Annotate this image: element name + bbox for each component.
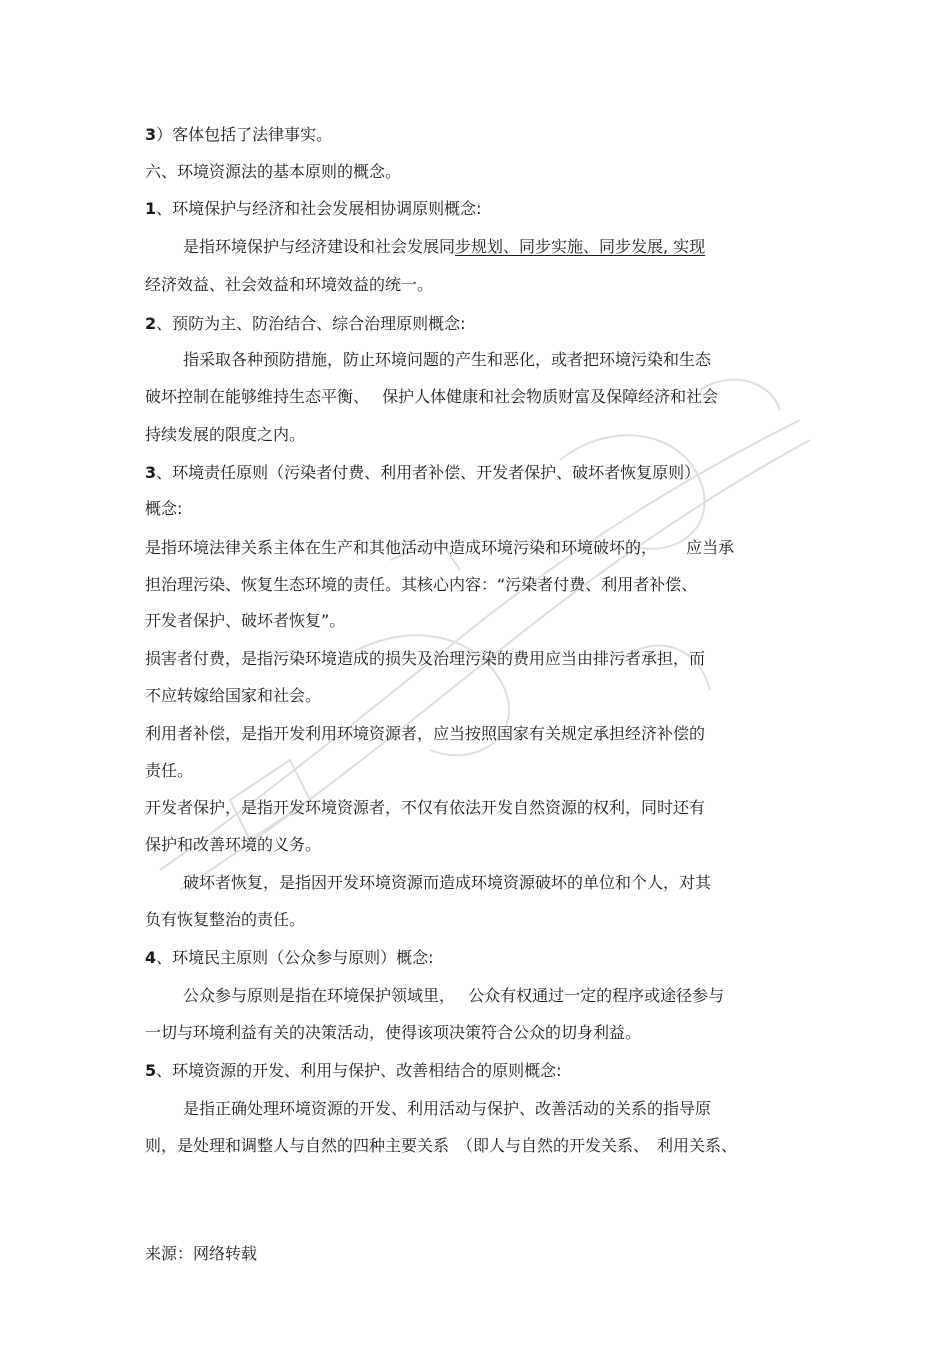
text-line: 是指环境保护与经济建设和社会发展同步规划、同步实施、同步发展, 实现 — [183, 237, 706, 256]
principle-heading: 4、环境民主原则（公众参与原则）概念: — [145, 948, 434, 967]
text-line: 不应转嫁给国家和社会。 — [145, 686, 322, 705]
text-line: 公众参与原则是指在环境保护领域里， 公众有权通过一定的程序或途径参与 — [183, 986, 725, 1005]
text-line: 破坏控制在能够维持生态平衡、 保护人体健康和社会物质财富及保障经济和社会 — [145, 387, 719, 406]
text-line: 利用者补偿，是指开发利用环境资源者，应当按照国家有关规定承担经济补偿的 — [145, 724, 706, 743]
principle-heading: 2、预防为主、防治结合、综合治理原则概念: — [145, 314, 466, 333]
text-line: 经济效益、社会效益和环境效益的统一。 — [145, 275, 434, 294]
text-line: 3）客体包括了法律事实。 — [145, 125, 333, 144]
source-footer: 来源：网络转载 — [145, 1244, 258, 1263]
text-line: 指采取各种预防措施，防止环境问题的产生和恶化，或者把环境污染和生态 — [183, 350, 712, 369]
text-line: 是指正确处理环境资源的开发、利用活动与保护、改善活动的关系的指导原 — [183, 1099, 712, 1118]
principle-heading: 3、环境责任原则（污染者付费、利用者补偿、开发者保护、破坏者恢复原则） — [145, 463, 701, 482]
text-line: 负有恢复整治的责任。 — [145, 910, 306, 929]
section-heading: 六、环境资源法的基本原则的概念。 — [145, 162, 402, 181]
text-line: 开发者保护，是指开发环境资源者，不仅有依法开发自然资源的权利，同时还有 — [145, 798, 706, 817]
text-line: 损害者付费，是指污染环境造成的损失及治理污染的费用应当由排污者承担，而 — [145, 649, 706, 668]
text-line: 保护和改善环境的义务。 — [145, 835, 322, 854]
text-line: 则，是处理和调整人与自然的四种主要关系 （即人与自然的开发关系、 利用关系、 — [145, 1136, 738, 1155]
text-line: 担治理污染、恢复生态环境的责任。其核心内容：“污染者付费、利用者补偿、 — [145, 575, 698, 594]
text-line: 是指环境法律关系主体在生产和其他活动中造成环境污染和环境破坏的， 应当承 — [145, 538, 735, 557]
principle-heading: 5、环境资源的开发、利用与保护、改善相结合的原则概念: — [145, 1061, 562, 1080]
text-line: 责任。 — [145, 761, 194, 780]
text-line: 破坏者恢复，是指因开发环境资源而造成环境资源破坏的单位和个人，对其 — [183, 873, 712, 892]
text-line: 一切与环境利益有关的决策活动，使得该项决策符合公众的切身利益。 — [145, 1023, 642, 1042]
text-line: 开发者保护、破坏者恢复”。 — [145, 611, 346, 630]
text-line: 持续发展的限度之内。 — [145, 425, 306, 444]
text-line: 概念: — [145, 499, 183, 518]
principle-heading: 1、环境保护与经济和社会发展相协调原则概念: — [145, 199, 482, 218]
